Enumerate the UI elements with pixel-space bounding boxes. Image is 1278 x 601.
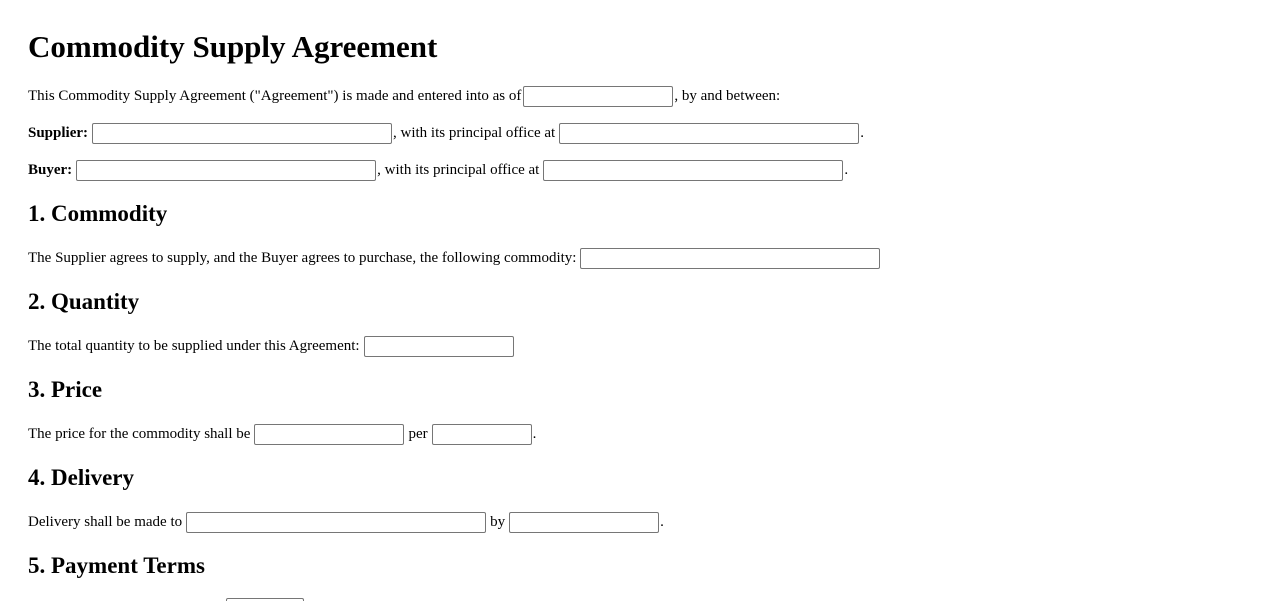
delivery-date-input[interactable] <box>509 512 659 533</box>
agreement-date-input[interactable] <box>523 86 673 107</box>
section-heading-delivery: 4. Delivery <box>28 465 135 490</box>
quantity-text: The total quantity to be supplied under this Agreement: <box>28 337 360 354</box>
section-heading-commodity: 1. Commodity <box>28 201 168 226</box>
price-text: The price for the commodity shall be <box>28 425 251 442</box>
supplier-office-text: , with its principal office at <box>393 124 556 141</box>
delivery-text: Delivery shall be made to <box>28 513 183 530</box>
supplier-address-input[interactable] <box>559 123 859 144</box>
quantity-line <box>28 335 515 357</box>
supplier-label: Supplier: <box>28 124 89 141</box>
delivery-line <box>28 511 664 533</box>
page-title: Commodity Supply Agreement <box>28 29 438 64</box>
price-input[interactable] <box>254 424 404 445</box>
buyer-office-text: , with its principal office at <box>377 161 540 178</box>
commodity-input[interactable] <box>580 248 880 269</box>
delivery-location-input[interactable] <box>186 512 486 533</box>
section-heading-price: 3. Price <box>28 377 103 402</box>
intro-line <box>28 85 780 107</box>
buyer-label: Buyer: <box>28 161 73 178</box>
commodity-line <box>28 247 881 269</box>
delivery-by-text: by <box>490 513 506 530</box>
delivery-end: . <box>660 513 664 530</box>
price-line <box>28 423 536 445</box>
supplier-name-input[interactable] <box>92 123 392 144</box>
quantity-input[interactable] <box>364 336 514 357</box>
intro-text-after: , by and between: <box>674 87 781 104</box>
buyer-line <box>28 159 848 181</box>
buyer-address-input[interactable] <box>543 160 843 181</box>
section-heading-payment: 5. Payment Terms <box>28 553 205 578</box>
price-end: . <box>532 425 537 442</box>
price-unit-input[interactable] <box>432 424 532 445</box>
buyer-name-input[interactable] <box>76 160 376 181</box>
intro-text: This Commodity Supply Agreement ("Agreement") is made and entered into as of <box>28 87 522 104</box>
supplier-line <box>28 122 864 144</box>
commodity-text: The Supplier agrees to supply, and the Buyer agrees to purchase, the following commodity: <box>28 249 577 266</box>
supplier-end: . <box>860 124 864 141</box>
section-heading-quantity: 2. Quantity <box>28 289 140 314</box>
price-per-text: per <box>408 425 428 442</box>
buyer-end: . <box>844 161 849 178</box>
